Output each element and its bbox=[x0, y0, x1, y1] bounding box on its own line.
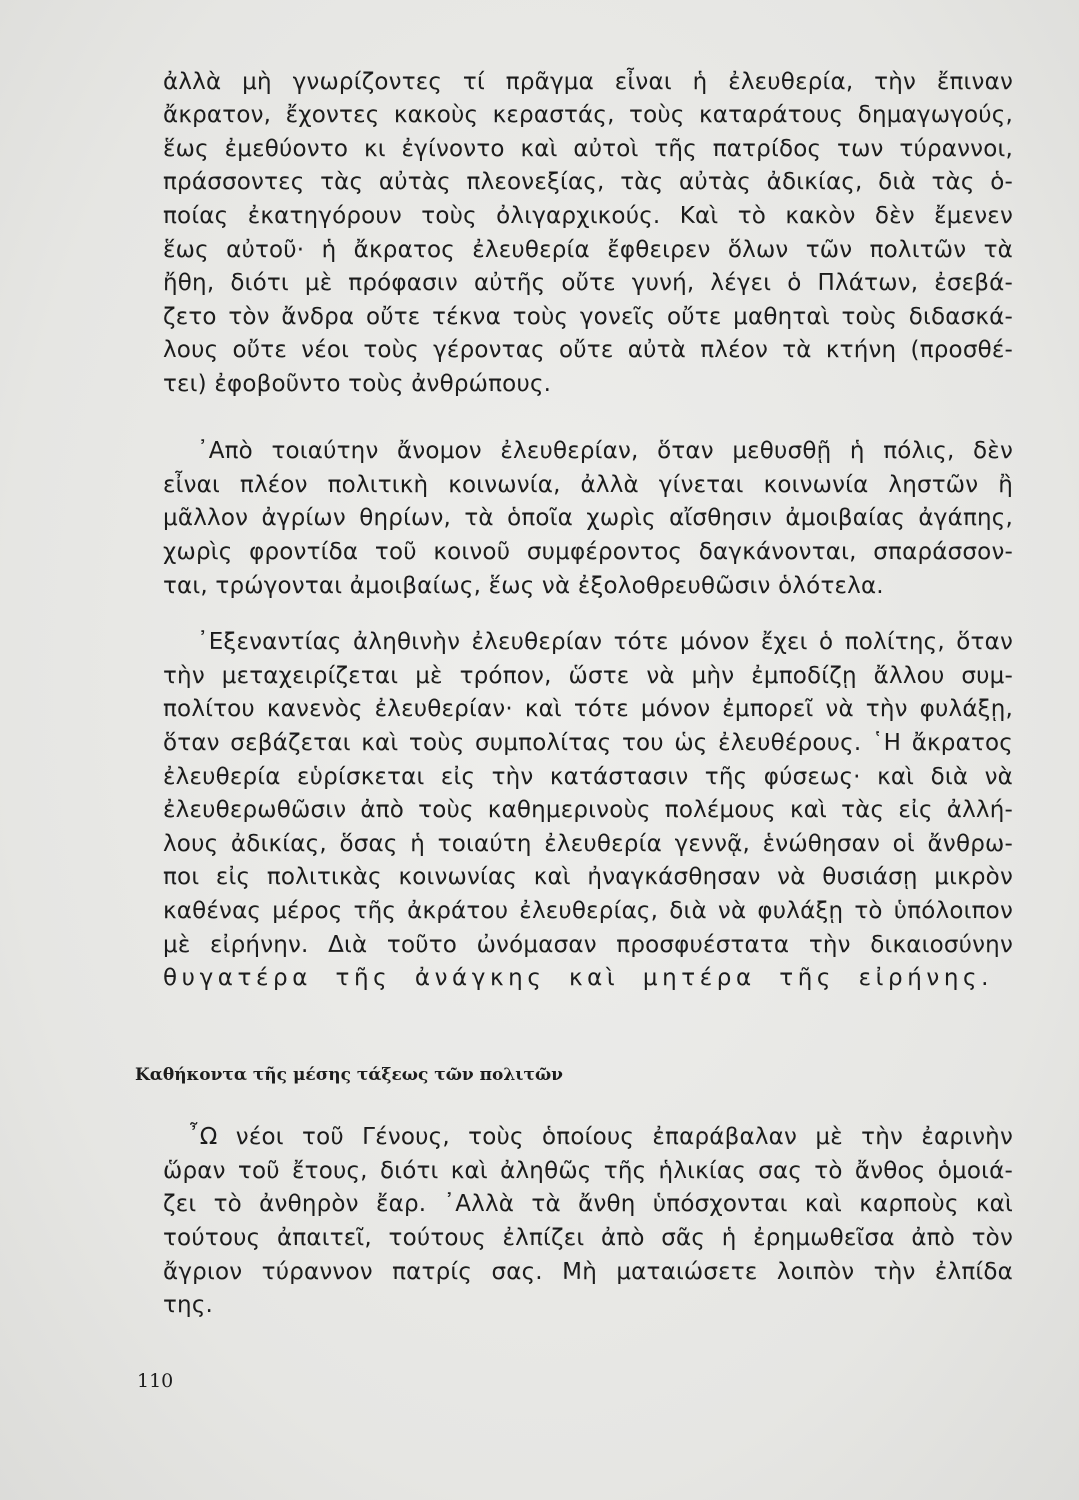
text-line: ἄγριον τύραννον πατρίς σας. Μὴ ματαιώσετε λοιπὸν τὴν ἐλπίδα bbox=[163, 1259, 1013, 1285]
text-line: τὴν μεταχειρίζεται μὲ τρόπον, ὥστε νὰ μὴν ἐμποδίζῃ ἄλλου συμ- bbox=[163, 663, 1013, 689]
text-line: χωρὶς φροντίδα τοῦ κοινοῦ συμφέροντος δαγκάνονται, σπαράσσον- bbox=[163, 539, 1013, 565]
text-line: εἶναι πλέον πολιτικὴ κοινωνία, ἀλλὰ γίνεται κοινωνία ληστῶν ἢ bbox=[163, 472, 1013, 498]
text-line: ποι εἰς πολιτικὰς κοινωνίας καὶ ἠναγκάσθησαν νὰ θυσιάσῃ μικρὸν bbox=[163, 864, 1013, 890]
text-line: πολίτου κανενὸς ἐλευθερίαν· καὶ τότε μόνον ἐμπορεῖ νὰ τὴν φυλάξῃ, bbox=[163, 696, 1013, 722]
text-line: ῏Ω νέοι τοῦ Γένους, τοὺς ὁποίους ἐπαράβαλαν μὲ τὴν ἐαρινὴν bbox=[188, 1124, 1013, 1150]
text-line: ζετο τὸν ἄνδρα οὔτε τέκνα τοὺς γονεῖς οὔτε μαθηταὶ τοὺς διδασκά- bbox=[163, 304, 1013, 330]
text-line: ἕως αὐτοῦ· ἡ ἄκρατος ἐλευθερία ἔφθειρεν ὅλων τῶν πολιτῶν τὰ bbox=[163, 237, 1013, 263]
text-line: ἕως ἐμεθύοντο κι ἐγίνοντο καὶ αὐτοὶ τῆς πατρίδος των τύραννοι, bbox=[163, 136, 1013, 162]
text-line: λους οὔτε νέοι τοὺς γέροντας οὔτε αὐτὰ πλέον τὰ κτήνη (προσθέ- bbox=[163, 337, 1013, 363]
text-line: τει) ἐφοβοῦντο τοὺς ἀνθρώπους. bbox=[163, 371, 552, 397]
text-line: πράσσοντες τὰς αὐτὰς πλεονεξίας, τὰς αὐτὰς ἀδικίας, διὰ τὰς ὁ- bbox=[163, 169, 1013, 195]
text-line: ἄκρατον, ἔχοντες κακοὺς κεραστάς, τοὺς καταράτους δημαγωγούς, bbox=[163, 102, 1013, 128]
text-line: ἐλευθερωθῶσιν ἀπὸ τοὺς καθημερινοὺς πολέμους καὶ τὰς εἰς ἀλλή- bbox=[163, 797, 1013, 823]
text-line: λους ἀδικίας, ὅσας ἡ τοιαύτη ἐλευθερία γεννᾷ, ἑνώθησαν οἱ ἄνθρω- bbox=[163, 831, 1013, 857]
text-line: ποίας ἐκατηγόρουν τοὺς ὀλιγαρχικούς. Καὶ τὸ κακὸν δὲν ἔμενεν bbox=[163, 203, 1013, 229]
section-heading: Καθήκοντα τῆς μέσης τάξεως τῶν πολιτῶν bbox=[135, 1065, 563, 1085]
text-line: της. bbox=[163, 1292, 214, 1318]
text-line: καθένας μέρος τῆς ἀκράτου ἐλευθερίας, διὰ νὰ φυλάξῃ τὸ ὑπόλοιπον bbox=[163, 898, 1013, 924]
text-line: ἤθη, διότι μὲ πρόφασιν αὐτῆς οὔτε γυνή, λέγει ὁ Πλάτων, ἐσεβά- bbox=[163, 270, 1013, 296]
text-line: ζει τὸ ἀνθηρὸν ἔαρ. ᾿Αλλὰ τὰ ἄνθη ὑπόσχονται καὶ καρποὺς καὶ bbox=[163, 1191, 1013, 1217]
text-line: ᾿Εξεναντίας ἀληθινὴν ἐλευθερίαν τότε μόνον ἔχει ὁ πολίτης, ὅταν bbox=[197, 629, 1013, 655]
page-number: 110 bbox=[137, 1370, 174, 1392]
text-line: ἀλλὰ μὴ γνωρίζοντες τί πρᾶγμα εἶναι ἡ ἐλευθερία, τὴν ἔπιναν bbox=[163, 69, 1013, 95]
text-line: ὅταν σεβάζεται καὶ τοὺς συμπολίτας του ὡς ἐλευθέρους. ῾Η ἄκρατος bbox=[163, 730, 1013, 756]
text-line: μὲ εἰρήνην. Διὰ τοῦτο ὠνόμασαν προσφυέστατα τὴν δικαιοσύνην bbox=[163, 932, 1013, 958]
text-line: ὥραν τοῦ ἔτους, διότι καὶ ἀληθῶς τῆς ἡλικίας σας τὸ ἄνθος ὁμοιά- bbox=[163, 1158, 1013, 1184]
text-line: ᾿Απὸ τοιαύτην ἄνομον ἐλευθερίαν, ὅταν μεθυσθῇ ἡ πόλις, δὲν bbox=[197, 438, 1013, 464]
text-line: μᾶλλον ἀγρίων θηρίων, τὰ ὁποῖα χωρὶς αἴσθησιν ἀμοιβαίας ἀγάπης, bbox=[163, 505, 1013, 531]
text-line: ἐλευθερία εὑρίσκεται εἰς τὴν κατάστασιν τῆς φύσεως· καὶ διὰ νὰ bbox=[163, 764, 1013, 790]
text-line: θυγατέρα τῆς ἀνάγκης καὶ μητέρα τῆς εἰρήνης. bbox=[163, 965, 993, 991]
text-line: τούτους ἀπαιτεῖ, τούτους ἐλπίζει ἀπὸ σᾶς ἡ ἐρημωθεῖσα ἀπὸ τὸν bbox=[163, 1225, 1013, 1251]
text-line: ται, τρώγονται ἀμοιβαίως, ἕως νὰ ἐξολοθρευθῶσιν ὁλότελα. bbox=[163, 573, 884, 599]
